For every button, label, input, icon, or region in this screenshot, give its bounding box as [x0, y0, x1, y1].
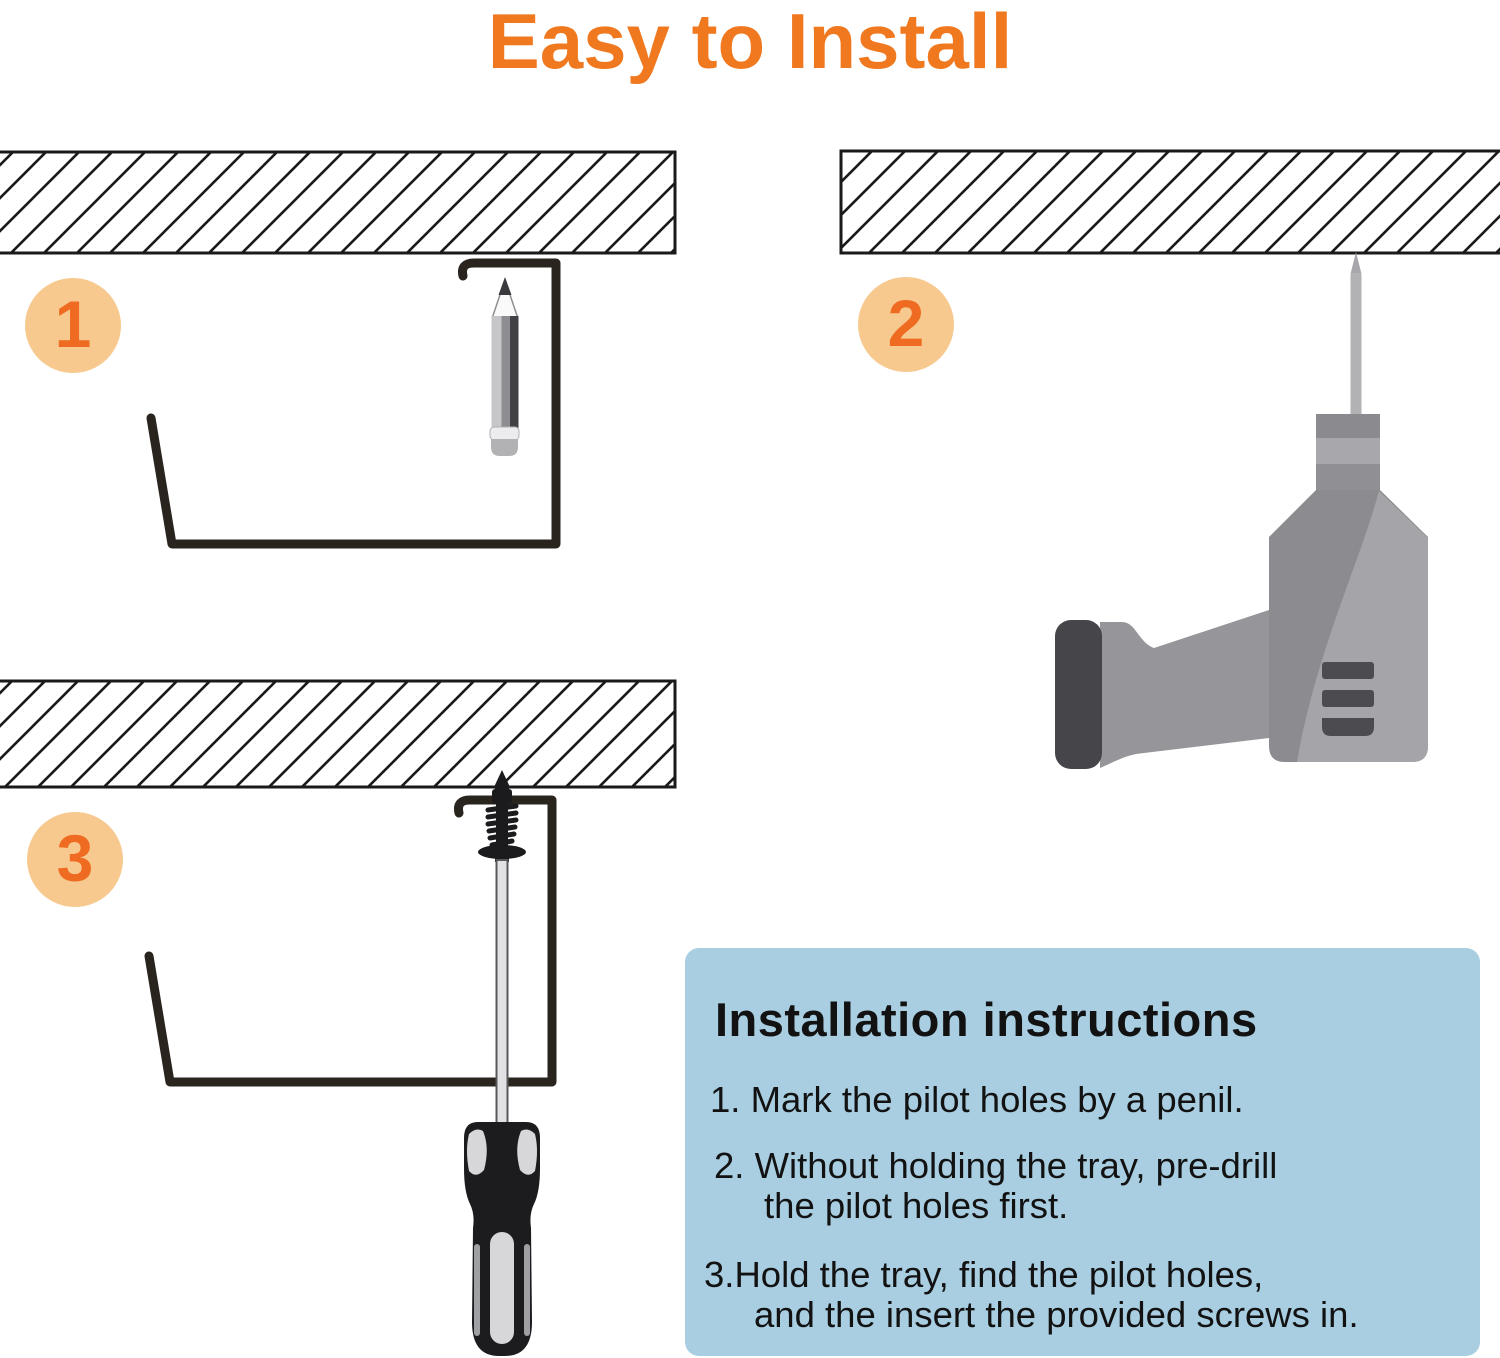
instruction-line: the pilot holes first. — [764, 1185, 1069, 1226]
instruction-line: 1. Mark the pilot holes by a penil. — [710, 1079, 1244, 1120]
instructions-panel — [685, 948, 1480, 1356]
screwdriver-icon — [464, 860, 540, 1356]
ceiling-hatch-bar-step1 — [0, 152, 675, 253]
step-number: 1 — [54, 286, 92, 361]
step-number: 3 — [56, 820, 94, 895]
instruction-line: 3.Hold the tray, find the pilot holes, — [704, 1254, 1264, 1295]
instruction-item-3 — [685, 1255, 1480, 1335]
instruction-item-2 — [685, 1146, 1480, 1226]
drill-icon — [1055, 252, 1428, 769]
ceiling-hatch-bar-step2 — [841, 151, 1500, 253]
drill-handle — [1100, 610, 1269, 768]
step-badge-2 — [858, 277, 954, 372]
drill-battery-cap — [1055, 620, 1102, 769]
ceiling-hatch-bar-step3 — [0, 681, 675, 787]
drill-vent — [1322, 690, 1374, 707]
instructions-heading: Installation instructions — [715, 993, 1258, 1046]
step-number: 2 — [887, 285, 925, 360]
drill-vent — [1322, 718, 1374, 736]
drill-vent — [1322, 662, 1374, 679]
page-title: Easy to Install — [487, 0, 1013, 85]
tray-bracket-step3 — [149, 800, 552, 1082]
instruction-line: and the insert the provided screws in. — [754, 1294, 1359, 1335]
pencil-icon — [490, 277, 519, 456]
instruction-item-1 — [685, 1080, 1480, 1120]
instruction-line: 2. Without holding the tray, pre-drill — [714, 1145, 1278, 1186]
step-badge-3 — [27, 812, 123, 907]
step-badge-1 — [25, 278, 121, 373]
screwdriver-shaft — [497, 860, 508, 1123]
